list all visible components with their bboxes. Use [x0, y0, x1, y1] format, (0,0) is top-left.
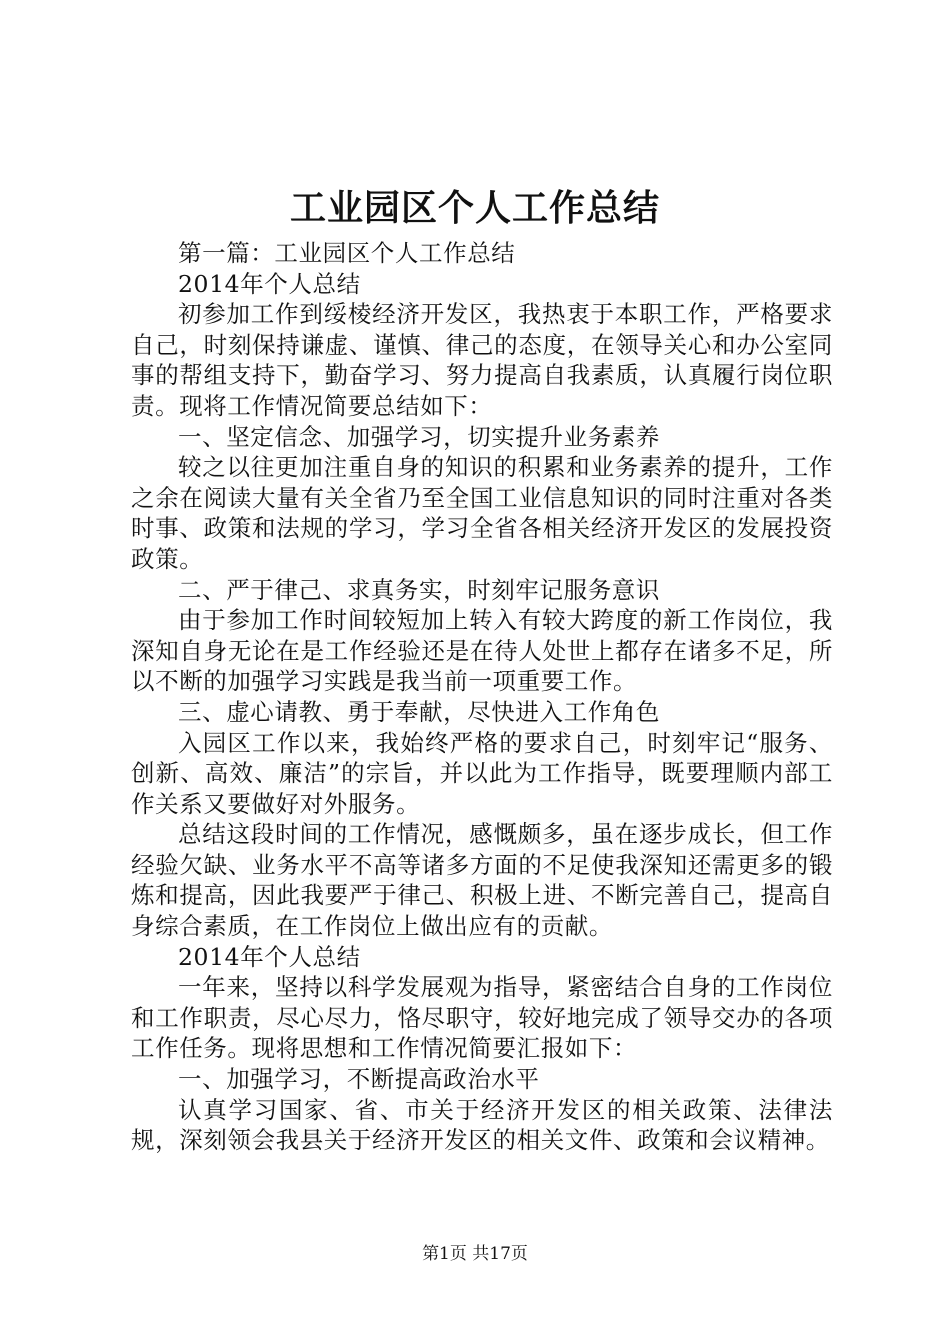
paragraph: 2014年个人总结 [178, 269, 361, 298]
paragraph: 较之以往更加注重自身的知识的积累和业务素养的提升，工作之余在阅读大量有关全省乃至全国工业信息知识的同时注重对各类时事、政策和法规的学习，学习全省各相关经济开发区的发展投资政策。 [131, 453, 833, 573]
section-heading: 二、严于律己、求真务实，时刻牢记服务意识 [178, 575, 660, 604]
section-heading: 一、坚定信念、加强学习，切实提升业务素养 [178, 422, 660, 451]
paragraph: 认真学习国家、省、市关于经济开发区的相关政策、法律法规，深刻领会我县关于经济开发区的相关文件、政策和会议精神。 [131, 1095, 833, 1155]
paragraph: 总结这段时间的工作情况，感慨颇多，虽在逐步成长，但工作经验欠缺、业务水平不高等诸多方面的不足使我深知还需更多的锻炼和提高，因此我要严于律己、积极上进、不断完善自己，提高自身综合素质，在工作岗位上做出应有的贡献。 [131, 820, 833, 941]
section-heading: 三、虚心请教、勇于奉献，尽快进入工作角色 [178, 697, 660, 726]
paragraph: 一年来，坚持以科学发展观为指导，紧密结合自身的工作岗位和工作职责，尽心尽力，恪尽职守，较好地完成了领导交办的各项工作任务。现将思想和工作情况简要汇报如下： [131, 973, 833, 1063]
document-body [131, 238, 833, 1156]
section-heading: 一、加强学习，不断提高政治水平 [178, 1065, 540, 1094]
paragraph: 由于参加工作时间较短加上转入有较大跨度的新工作岗位，我深知自身无论在是工作经验还是在待人处世上都存在诸多不足，所以不断的加强学习实践是我当前一项重要工作。 [131, 606, 833, 696]
paragraph: 2014年个人总结 [178, 942, 361, 971]
page-number-footer: 第1页 共17页 [422, 1244, 528, 1264]
paragraph: 入园区工作以来，我始终严格的要求自己，时刻牢记“服务、创新、高效、廉洁”的宗旨，并以此为工作指导，既要理顺内部工作关系又要做好对外服务。 [131, 728, 833, 818]
document-title: 工业园区个人工作总结 [289, 187, 660, 229]
paragraph: 初参加工作到绥棱经济开发区，我热衷于本职工作，严格要求自己，时刻保持谦虚、谨慎、律己的态度，在领导关心和办公室同事的帮组支持下，勤奋学习、努力提高自我素质，认真履行岗位职责。现将工作情况简要总结如下： [131, 300, 833, 420]
paragraph: 第一篇：工业园区个人工作总结 [178, 239, 516, 267]
